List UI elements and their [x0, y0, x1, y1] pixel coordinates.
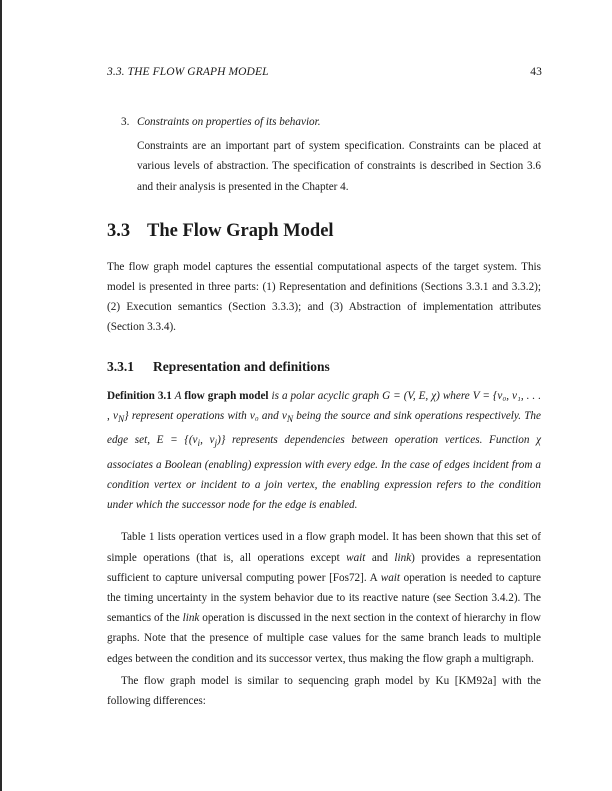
subscript: j: [214, 439, 218, 450]
section-heading: [107, 219, 541, 243]
subsection-number: 3.3.1: [107, 358, 134, 374]
paragraph-text: and: [371, 551, 388, 564]
emphasis: wait: [380, 571, 401, 584]
page-content: [107, 112, 541, 711]
emphasis: link: [394, 551, 412, 564]
subscript: N: [286, 415, 294, 426]
emphasis: wait: [346, 551, 366, 564]
section-intro-paragraph: The flow graph model captures the essential computational aspects of the target system. This model is presented in three parts: (1) Representation and definitions (Sections 3.3.1 and 3.3.2); (2) Execution semantics (Section 3.3.3); and (3) Abstraction of implementation attributes (Section 3.3.4).: [107, 260, 541, 334]
subsection-title: Representation and definitions: [153, 358, 330, 374]
definition-text: , v: [200, 434, 215, 447]
paragraph-text: ) provides a representation sufficient to capture universal computing power [Fos72]. A: [107, 551, 542, 584]
paragraph-text: Table 1 lists operation vertices used in a flow graph model. It has been shown that this set of simple operations (that is, all operations except: [107, 531, 541, 564]
definition-label: Definition 3.1: [107, 389, 172, 402]
definition-text: is a polar acyclic graph G = (V, E, χ) where V = {v₀, v₁, . . . , v: [107, 389, 541, 422]
subscript: i: [197, 439, 201, 450]
subscript: N: [117, 415, 125, 426]
constraints-list-item: [107, 112, 541, 132]
definition-text: } represent operations with v₀ and v: [124, 409, 287, 422]
definition-text: being the source and sink operations respectively. The edge set, E = {(v: [107, 409, 541, 447]
definition-text: A: [174, 389, 182, 402]
list-item-body: Constraints are an important part of system specification. Constraints can be placed at various levels of abstraction. The specification of constraints is described in Section 3.6 and their analysis is presented in the Chapter 4.: [137, 140, 541, 193]
body-paragraph: The flow graph model is similar to sequencing graph model by Ku [KM92a] with the following differences:: [107, 674, 541, 707]
list-item-number: 3.: [121, 116, 130, 128]
paragraph-text: operation is discussed in the next section in the context of hierarchy in flow graphs. Note that the presence of multiple case values for the same branch leads to multiple edges between the condition and its successor vertex, thus making the flow graph a multigraph.: [107, 612, 542, 665]
section-title: The Flow Graph Model: [147, 220, 334, 241]
emphasis: link: [182, 612, 200, 625]
page-number: 43: [530, 66, 542, 78]
running-header: [107, 66, 542, 78]
definition-block: [107, 386, 541, 516]
section-number: 3.3: [107, 220, 131, 241]
page-left-edge: [0, 0, 2, 791]
list-item-title: Constraints on properties of its behavior.: [137, 116, 321, 128]
subsection-heading: [107, 358, 541, 376]
body-paragraph: [107, 527, 541, 668]
definition-term: flow graph model: [184, 389, 269, 402]
running-title: 3.3. THE FLOW GRAPH MODEL: [107, 66, 269, 78]
definition-text: )} represents dependencies between operation vertices. Function χ associates a Boolean (enabling) expression with every edge. In the case of edges incident from a condition vertex or incident to a join vertex, the enabling expression refers to the condition under which the successor node for the edge is enabled.: [107, 434, 541, 512]
paragraph-text: operation is needed to capture the timing uncertainty in the system behavior due to its reactive nature (see Section 3.4.2). The semantics of the: [107, 571, 542, 625]
